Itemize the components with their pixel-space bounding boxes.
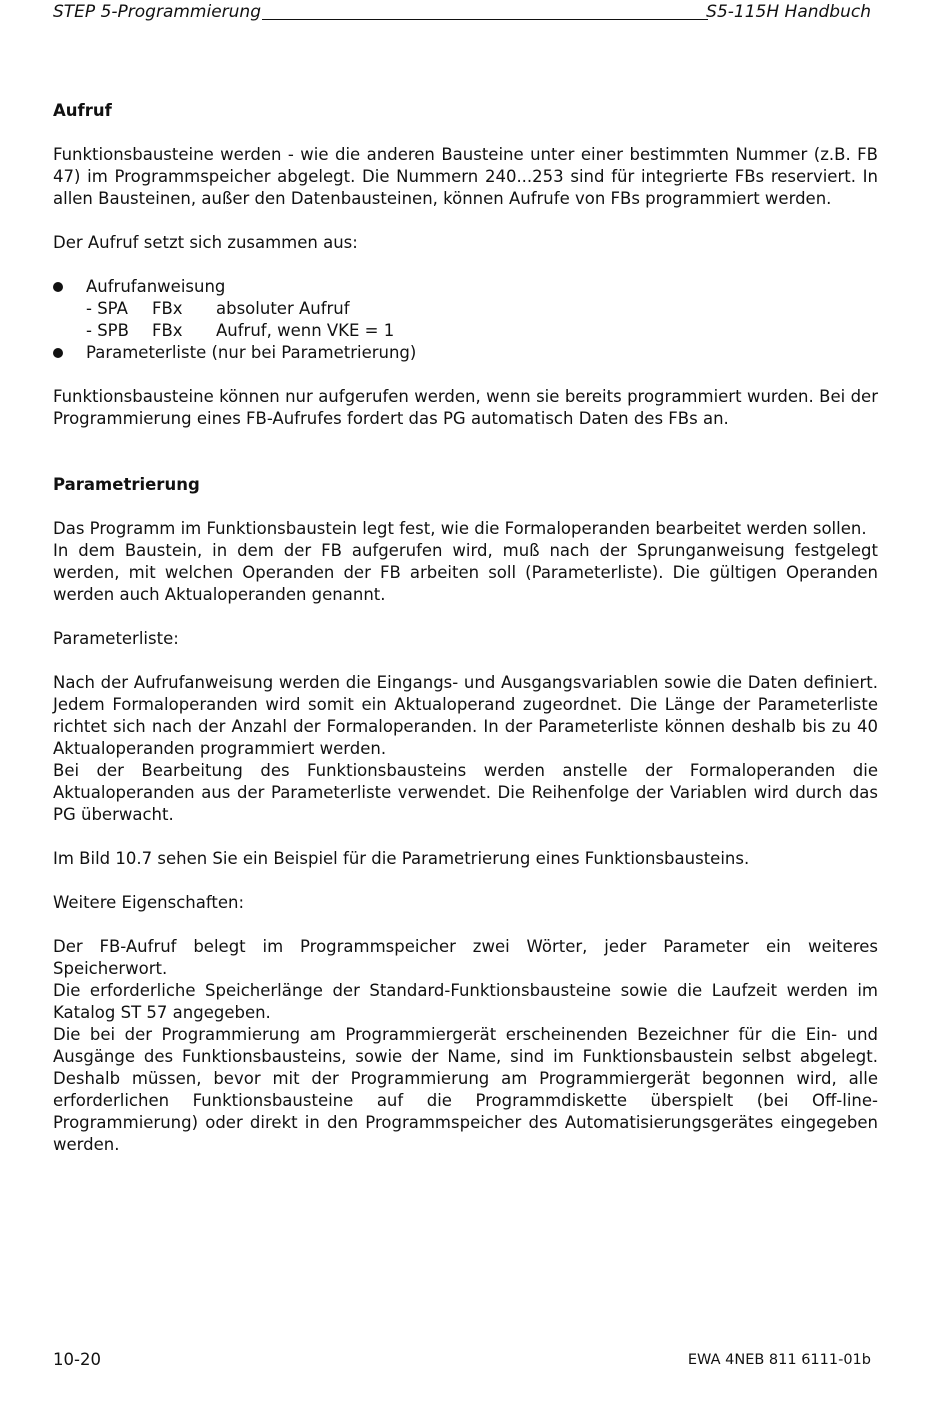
sub-desc: Aufruf, wenn VKE = 1 [216,321,395,340]
sub-row-spa [86,298,878,320]
param-paragraph-4: Im Bild 10.7 sehen Sie ein Beispiel für die Parametrierung eines Funktionsbausteins. [53,849,750,868]
aufruf-paragraph-1: Funktionsbausteine werden - wie die anderen Bausteine unter einer bestimmten Nummer (z.B. FB 47) im Programmspeicher abgelegt. Die Nummern 240...253 sind für integrierte FBs reserviert. In allen Bausteinen, außer den Datenbausteinen, können Aufrufe von FBs programmiert werden. [53,145,878,208]
bullet-icon [53,348,63,358]
sub-op: - SPB [86,321,129,340]
param-paragraph-6a: Der FB-Aufruf belegt im Programmspeicher zwei Wörter, jeder Parameter ein weiteres Speicherwort. [53,937,878,978]
header-title: STEP 5-Programmierung [53,2,261,22]
param-paragraph-3a: Nach der Aufrufanweisung werden die Eingangs- und Ausgangsvariablen sowie die Daten definiert. Jedem Formaloperanden wird somit ein Aktualoperand zugeordnet. Die Länge der Parameterliste richtet sich nach der Anzahl der Formaloperanden. In der Parameterliste können deshalb bis zu 40 Aktualoperanden programmiert werden. [53,673,878,758]
sub-arg: FBx [152,299,183,318]
page-number: 10-20 [53,1350,101,1369]
header-manual: S5-115H Handbuch [706,2,871,22]
list-item [53,342,878,364]
section-heading-aufruf: Aufruf [53,101,112,120]
document-code: EWA 4NEB 811 6111-01b [687,1352,871,1368]
param-paragraph-1a: Das Programm im Funktionsbaustein legt fest, wie die Formaloperanden bearbeitet werden sollen. [53,519,867,538]
list-item [53,276,878,342]
section-heading-parametrierung: Parametrierung [53,475,200,494]
param-paragraph-3b: Bei der Bearbeitung des Funktionsbausteins werden anstelle der Formaloperanden die Aktualoperanden aus der Parameterliste verwendet. Die Reihenfolge der Variablen wird durch das PG überwacht. [53,761,878,824]
aufruf-paragraph-3: Funktionsbausteine können nur aufgerufen werden, wenn sie bereits programmiert wurden. Bei der Programmierung eines FB-Aufrufes fordert das PG automatisch Daten des FBs an. [53,387,878,428]
bullet-label-aufrufanweisung: Aufrufanweisung [86,277,226,296]
sub-desc: absoluter Aufruf [216,299,350,318]
bullet-icon [53,282,63,292]
param-paragraph-6c: Die bei der Programmierung am Programmiergerät erscheinenden Bezeichner für die Ein- und Ausgänge des Funktionsbausteins, sowie der Name, sind im Funktionsbaustein selbst abgelegt. Deshalb müssen, bevor mit der Programmierung am Programmiergerät begonnen wird, alle erforderlichen Funktionsbausteine auf die Programmdiskette überspielt (bei Off-line-Programmierung) oder direkt in den Programmspeicher des Automatisierungsgerätes eingegeben werden. [53,1025,878,1154]
param-paragraph-5: Weitere Eigenschaften: [53,893,245,912]
param-paragraph-6b: Die erforderliche Speicherlänge der Standard-Funktionsbausteine sowie die Laufzeit werden im Katalog ST 57 angegeben. [53,981,878,1022]
bullet-label-parameterliste: Parameterliste (nur bei Parametrierung) [86,343,417,362]
page-content [53,100,878,1156]
sub-row-spb [86,320,878,342]
page-footer [53,1349,871,1371]
sub-op: - SPA [86,299,128,318]
aufruf-paragraph-2: Der Aufruf setzt sich zusammen aus: [53,233,358,252]
page-header [53,0,871,24]
param-paragraph-2: Parameterliste: [53,629,179,648]
aufruf-list [53,276,878,364]
header-rule [262,19,708,20]
sub-arg: FBx [152,321,183,340]
param-paragraph-1b: In dem Baustein, in dem der FB aufgerufen wird, muß nach der Sprunganweisung festgelegt werden, mit welchen Operanden der FB arbeiten soll (Parameterliste). Die gültigen Operanden werden auch Aktualoperanden genannt. [53,541,878,604]
